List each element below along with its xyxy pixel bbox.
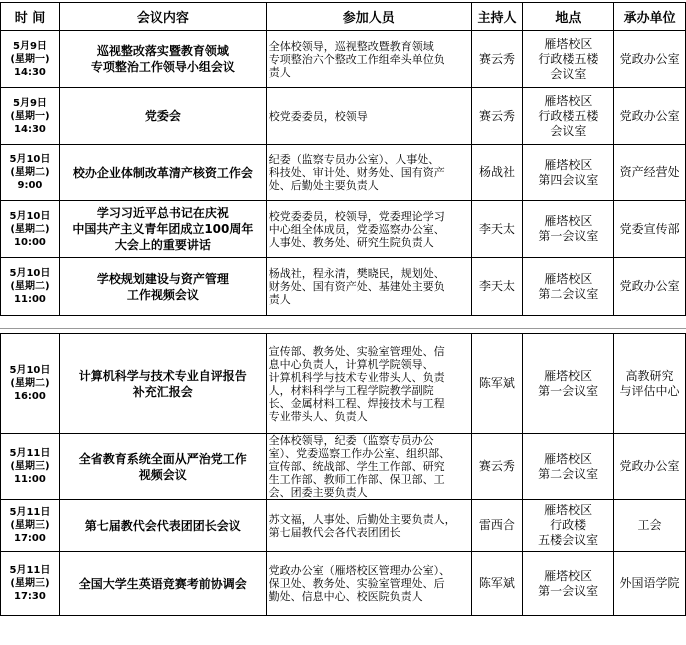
meeting-location-line: 雁塔校区: [544, 503, 593, 517]
meeting-content-line: 工作视频会议: [126, 287, 199, 302]
meeting-date: 5月9日: [13, 40, 47, 52]
meeting-host: 杨战社: [471, 145, 523, 201]
meeting-clock: 11:00: [14, 294, 46, 305]
meeting-participants: [266, 145, 471, 201]
meeting-organizer: 党委宣传部: [614, 201, 686, 258]
meeting-location-line: 第一会议室: [538, 229, 599, 243]
meeting-location: [523, 88, 614, 145]
meeting-date: 5月10日: [9, 154, 51, 165]
header-time: 时 间: [1, 3, 60, 31]
meeting-participants-line: 室）、党委巡察工作办公室、组织部、: [268, 447, 451, 460]
meeting-content-line: 学习习近平总书记在庆祝: [96, 206, 229, 220]
meeting-location-line: 第二会议室: [538, 286, 599, 301]
meeting-host: 陈军斌: [471, 334, 523, 434]
meeting-content-line: 计算机科学与技术专业自评报告: [78, 368, 247, 383]
meeting-clock: 17:30: [14, 591, 46, 602]
meeting-weekday: (星期一): [10, 53, 50, 65]
meeting-host: 雷西合: [471, 500, 523, 552]
meeting-participants-line: 专业带头人、负责人: [268, 409, 368, 423]
meeting-participants-line: 处、后勤处主要负责人: [268, 179, 379, 192]
meeting-time: [1, 552, 60, 616]
meeting-location-line: 雁塔校区: [544, 568, 593, 583]
meeting-weekday: (星期二): [10, 378, 50, 389]
header-host: 主持人: [471, 3, 523, 31]
meeting-participants: [266, 334, 471, 434]
meeting-content-line: 巡视整改落实暨教育领域: [96, 44, 229, 58]
meeting-host: 李天太: [471, 201, 523, 258]
meeting-date: 5月10日: [9, 210, 51, 222]
meeting-location-line: 五楼会议室: [538, 533, 599, 547]
schedule-table-bottom: [0, 333, 686, 616]
meeting-organizer: 党政办公室: [614, 434, 686, 500]
meeting-row: [1, 334, 686, 434]
meeting-content-line: 党委会: [144, 109, 181, 123]
meeting-location: [523, 201, 614, 258]
meeting-location-line: 雁塔校区: [544, 36, 593, 51]
meeting-location-line: 会议室: [550, 66, 587, 81]
header-organizer: 承办单位: [614, 3, 686, 31]
meeting-participants-line: 宣传部、统战部、学生工作部、研究: [268, 460, 445, 473]
meeting-participants-line: 财务处、国有资产处、基建处主要负: [268, 280, 445, 293]
meeting-host: 李天太: [471, 258, 523, 316]
meeting-location-line: 第四会议室: [538, 172, 599, 187]
meeting-row: [1, 145, 686, 201]
meeting-participants-line: 全体校领导，纪委（监察专员办公: [268, 434, 434, 447]
meeting-organizer: 党政办公室: [614, 88, 686, 145]
schedule-table-top: [0, 2, 686, 316]
meeting-participants-line: 会、团委主要负责人: [268, 486, 368, 499]
meeting-location-line: 行政楼五楼: [538, 108, 599, 123]
meeting-location-line: 雁塔校区: [544, 271, 593, 286]
meeting-location: [523, 334, 614, 434]
meeting-row: [1, 31, 686, 88]
meeting-participants-line: 人事处、教务处、研究生院负责人: [268, 235, 434, 249]
meeting-location: [523, 145, 614, 201]
meeting-clock: 14:30: [14, 123, 46, 135]
meeting-content-line: 全省教育系统全面从严治党工作: [78, 451, 247, 466]
meeting-participants-line: 科技处、审计处、财务处、国有资产: [268, 166, 445, 179]
meeting-content-line: 第七届教代会代表团团长会议: [84, 518, 241, 533]
meeting-location: [523, 31, 614, 88]
meeting-participants: [266, 552, 471, 616]
meeting-content-line: 学校规划建设与资产管理: [96, 271, 229, 286]
meeting-organizer: [614, 334, 686, 434]
meeting-participants: [266, 434, 471, 500]
meeting-content-line: 全国大学生英语竞赛考前协调会: [78, 576, 247, 591]
meeting-weekday: (星期二): [10, 281, 50, 292]
meeting-location-line: 雁塔校区: [544, 451, 593, 466]
meeting-participants-line: 全体校领导，巡视整改暨教育领域: [268, 39, 434, 53]
meeting-organizer: 外国语学院: [614, 552, 686, 616]
meeting-clock: 9:00: [17, 180, 43, 191]
meeting-participants: [266, 31, 471, 88]
meeting-location-line: 雁塔校区: [544, 368, 593, 383]
meeting-content: [59, 334, 266, 434]
meeting-organizer-line: 高教研究: [625, 368, 674, 383]
meeting-date: 5月9日: [13, 97, 47, 109]
meeting-participants-line: 保卫处、教务处、实验室管理处、后: [268, 577, 445, 590]
meeting-date: 5月10日: [9, 365, 51, 376]
meeting-content-line: 视频会议: [138, 467, 187, 482]
meeting-weekday: (星期一): [10, 110, 50, 122]
meeting-content-line: 专项整治工作领导小组会议: [90, 60, 235, 74]
meeting-clock: 10:00: [14, 236, 46, 248]
meeting-organizer: 党政办公室: [614, 258, 686, 316]
meeting-participants-line: 计算机科学与技术专业带头人、负责: [268, 370, 445, 384]
header-content: 会议内容: [59, 3, 266, 31]
meeting-row: [1, 258, 686, 316]
meeting-participants-line: 中心组全体成员，党委巡察办公室、: [268, 222, 445, 236]
meeting-participants-line: 杨战社，程永清，樊晓民，规划处、: [268, 267, 445, 280]
meeting-location: [523, 552, 614, 616]
meeting-organizer: 党政办公室: [614, 31, 686, 88]
meeting-content-line: 补充汇报会: [132, 384, 193, 399]
meeting-organizer: 资产经营处: [614, 145, 686, 201]
meeting-clock: 17:00: [14, 533, 46, 544]
meeting-participants-line: 人，材料科学与工程学院教学副院: [268, 383, 434, 397]
meeting-content: [59, 552, 266, 616]
meeting-content: [59, 434, 266, 500]
meeting-time: [1, 258, 60, 316]
meeting-weekday: (星期二): [10, 167, 50, 178]
header-row: [1, 3, 686, 31]
meeting-organizer-line: 与评估中心: [619, 383, 680, 398]
meeting-row: [1, 500, 686, 552]
meeting-content: [59, 31, 266, 88]
meeting-content-line: 中国共产主义青年团成立100周年: [72, 222, 254, 236]
meeting-content: [59, 500, 266, 552]
meeting-location-line: 第一会议室: [538, 383, 599, 398]
meeting-participants-line: 生工作部、教师工作部、保卫部、工: [268, 473, 445, 486]
meeting-participants-line: 党政办公室（雁塔校区管理办公室）、: [268, 564, 451, 577]
meeting-weekday: (星期三): [10, 520, 50, 531]
meeting-participants: [266, 201, 471, 258]
meeting-weekday: (星期二): [10, 223, 50, 235]
meeting-row: [1, 88, 686, 145]
meeting-participants-line: 责人: [268, 293, 291, 306]
meeting-content: [59, 258, 266, 316]
meeting-location: [523, 258, 614, 316]
meeting-clock: 16:00: [14, 391, 46, 402]
meeting-location-line: 第一会议室: [538, 583, 599, 598]
meeting-content-line: 大会上的重要讲话: [114, 238, 211, 252]
meeting-date: 5月11日: [9, 507, 51, 518]
meeting-clock: 11:00: [14, 474, 46, 485]
meeting-date: 5月11日: [9, 565, 51, 576]
meeting-location-line: 会议室: [550, 123, 587, 138]
meeting-host: 赛云秀: [471, 88, 523, 145]
meeting-participants-line: 专项整治六个整改工作组牵头单位负: [268, 52, 445, 66]
meeting-time: [1, 334, 60, 434]
meeting-weekday: (星期三): [10, 461, 50, 472]
meeting-participants-line: 校党委委员，校领导，党委理论学习: [268, 209, 445, 223]
meeting-time: [1, 88, 60, 145]
meeting-row: [1, 201, 686, 258]
meeting-location: [523, 500, 614, 552]
meeting-time: [1, 145, 60, 201]
meeting-location-line: 行政楼五楼: [538, 51, 599, 66]
meeting-content: [59, 88, 266, 145]
meeting-location-line: 雁塔校区: [544, 214, 593, 228]
meeting-row: [1, 434, 686, 500]
header-participants: 参加人员: [266, 3, 471, 31]
meeting-host: 陈军斌: [471, 552, 523, 616]
header-location: 地点: [523, 3, 614, 31]
meeting-content-line: 校办企业体制改革清产核资工作会: [72, 165, 253, 180]
meeting-participants-line: 苏文福，人事处、后勤处主要负责人，: [268, 512, 456, 526]
meeting-participants-line: 纪委（监察专员办公室）、人事处、: [268, 153, 440, 166]
meeting-location-line: 雁塔校区: [544, 93, 593, 108]
meeting-weekday: (星期三): [10, 578, 50, 589]
meeting-location: [523, 434, 614, 500]
meeting-organizer: 工会: [614, 500, 686, 552]
meeting-participants-line: 宣传部、教务处、实验室管理处、信: [268, 344, 445, 358]
meeting-participants-line: 责人: [268, 65, 291, 79]
meeting-host: 赛云秀: [471, 434, 523, 500]
meeting-participants-line: 长、金属材料工程、焊接技术与工程: [268, 396, 445, 410]
meeting-date: 5月11日: [9, 448, 51, 459]
meeting-participants-line: 勤处、信息中心、校医院负责人: [268, 590, 423, 603]
meeting-row: [1, 552, 686, 616]
meeting-time: [1, 500, 60, 552]
meeting-time: [1, 31, 60, 88]
meeting-participants: [266, 258, 471, 316]
page-divider: [0, 328, 686, 329]
meeting-participants: [266, 88, 471, 145]
meeting-date: 5月10日: [9, 268, 51, 279]
meeting-location-line: 第二会议室: [538, 466, 599, 481]
meeting-time: [1, 201, 60, 258]
meeting-host: 赛云秀: [471, 31, 523, 88]
meeting-clock: 14:30: [14, 66, 46, 78]
meeting-participants-line: 息中心负责人，计算机学院领导、: [268, 357, 434, 371]
meeting-location-line: 雁塔校区: [544, 157, 593, 172]
meeting-participants: [266, 500, 471, 552]
meeting-participants-line: 校党委委员，校领导: [268, 109, 368, 123]
meeting-time: [1, 434, 60, 500]
meeting-location-line: 行政楼: [550, 518, 587, 532]
meeting-content: [59, 145, 266, 201]
meeting-content: [59, 201, 266, 258]
meeting-participants-line: 第七届教代会各代表团团长: [268, 525, 401, 539]
